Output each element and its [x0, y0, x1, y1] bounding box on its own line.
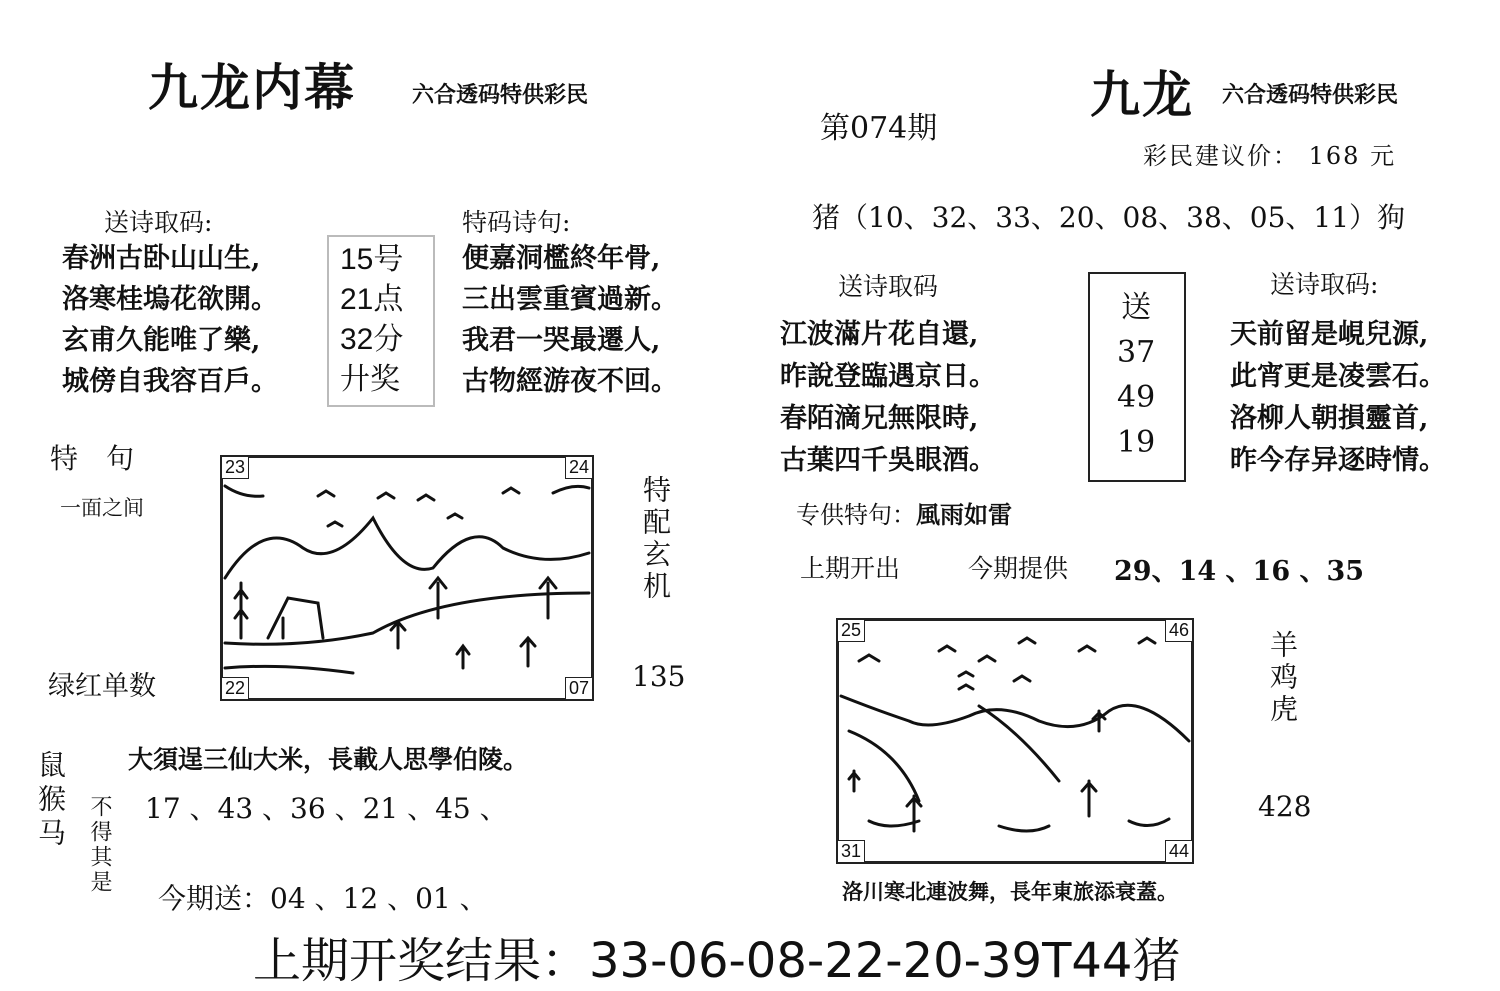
this-offer-label: 今期提供	[968, 554, 1069, 583]
poem-line: 城傍自我容百戶。	[62, 366, 278, 397]
center-code-item: 廾奖	[340, 363, 400, 396]
left-side-number: 135	[632, 660, 686, 693]
corner-number: 24	[565, 456, 593, 479]
special-poem	[462, 238, 678, 402]
poem-line: 洛寒桂塢花欲開。	[62, 284, 278, 315]
yi-mian-label: 一面之间	[60, 496, 144, 520]
left-landscape-drawing	[223, 458, 591, 698]
zhuan-gong-label: 专供特句：	[796, 501, 916, 529]
left-couplet: 大須逞三仙大米，長載人思學伯陵。	[128, 745, 529, 774]
poem-line: 便嘉洞檻終年骨,	[462, 243, 661, 274]
poem-line: 春洲古卧山山生,	[62, 243, 261, 274]
right-animals: 羊鸡虎	[1266, 630, 1299, 726]
right-poem-header-left: 送诗取码	[838, 272, 939, 301]
send-number-list	[1117, 285, 1155, 465]
bu-de-text: 不得其是	[87, 795, 112, 895]
right-poem-left	[780, 314, 996, 482]
send-box-label: 送	[1121, 290, 1152, 325]
corner-number: 07	[565, 677, 593, 700]
corner-number: 23	[221, 456, 249, 479]
left-animals: 鼠猴马	[34, 750, 67, 852]
corner-number: 25	[837, 619, 865, 642]
corner-number: 31	[837, 840, 865, 863]
lv-hong-label: 绿红单数	[48, 671, 156, 702]
poem-line: 我君一哭最遷人,	[462, 325, 661, 356]
left-title: 九龙内幕	[148, 58, 356, 117]
send-numbers: 04 、12 、01 、	[270, 882, 488, 915]
corner-number: 22	[221, 677, 249, 700]
pig-dog-line: 猪（10、32、33、20、08、38、05、11）狗	[812, 201, 1406, 234]
center-code-item: 32分	[340, 323, 404, 356]
zhuan-gong-text: 風雨如雷	[916, 500, 1012, 529]
send-label: 今期送：	[158, 882, 271, 915]
right-side-number: 428	[1258, 790, 1312, 823]
right-landscape-drawing	[839, 621, 1191, 861]
price-label: 彩民建议价： 168 元	[1143, 142, 1397, 170]
footer-result: 上期开奖结果：33-06-08-22-20-39T44猪	[253, 933, 1181, 989]
send-line	[158, 877, 488, 917]
last-out-label: 上期开出	[800, 554, 901, 583]
corner-number: 46	[1165, 619, 1193, 642]
right-couplet: 洛川寒北連波舞，長年東旅添衰蓋。	[842, 879, 1178, 904]
poem-line: 昨今存异逐時情。	[1230, 445, 1446, 476]
center-code-list	[340, 240, 403, 400]
poem-line: 此宵更是凌雲石。	[1230, 361, 1446, 392]
poem-line: 古物經游夜不回。	[462, 366, 678, 397]
right-title: 九龙	[1090, 65, 1194, 124]
send-box-number: 19	[1117, 425, 1156, 460]
left-poem-header: 送诗取码:	[104, 208, 213, 237]
center-code-item: 15号	[340, 243, 404, 276]
te-ju-label: 特 句	[50, 442, 135, 475]
poem-line: 玄甫久能唯了樂,	[62, 325, 261, 356]
right-poem-right	[1230, 314, 1446, 482]
left-subtitle: 六合透码特供彩民	[412, 82, 589, 108]
poem-line: 昨說登臨遇京日。	[780, 361, 996, 392]
zhuan-gong-line	[796, 495, 1012, 530]
left-poem	[62, 238, 278, 402]
right-subtitle: 六合透码特供彩民	[1222, 82, 1399, 108]
send-box-number: 49	[1117, 380, 1156, 415]
poem-line: 江波滿片花自還,	[780, 319, 979, 350]
poem-line: 天前留是峴兒源,	[1230, 319, 1429, 350]
poem-line: 古葉四千吳眼酒。	[780, 445, 996, 476]
issue-number: 第074期	[820, 111, 938, 146]
poem-line: 春陌滴兄無限時,	[780, 403, 979, 434]
left-landscape-picture	[220, 455, 594, 701]
center-code-item: 21点	[340, 283, 404, 316]
left-numbers: 17 、43 、36 、21 、45 、	[145, 792, 508, 825]
right-poem-header-right: 送诗取码:	[1270, 270, 1379, 299]
special-poem-header: 特码诗句:	[462, 208, 571, 237]
send-box-number: 37	[1117, 335, 1156, 370]
side-vertical-text: 特配玄机	[639, 475, 672, 603]
poem-line: 洛柳人朝損靈首,	[1230, 403, 1429, 434]
corner-number: 44	[1165, 840, 1193, 863]
offer-numbers: 29、14 、16 、35	[1114, 556, 1365, 587]
right-landscape-picture	[836, 618, 1194, 864]
poem-line: 三出雲重賓過新。	[462, 284, 678, 315]
